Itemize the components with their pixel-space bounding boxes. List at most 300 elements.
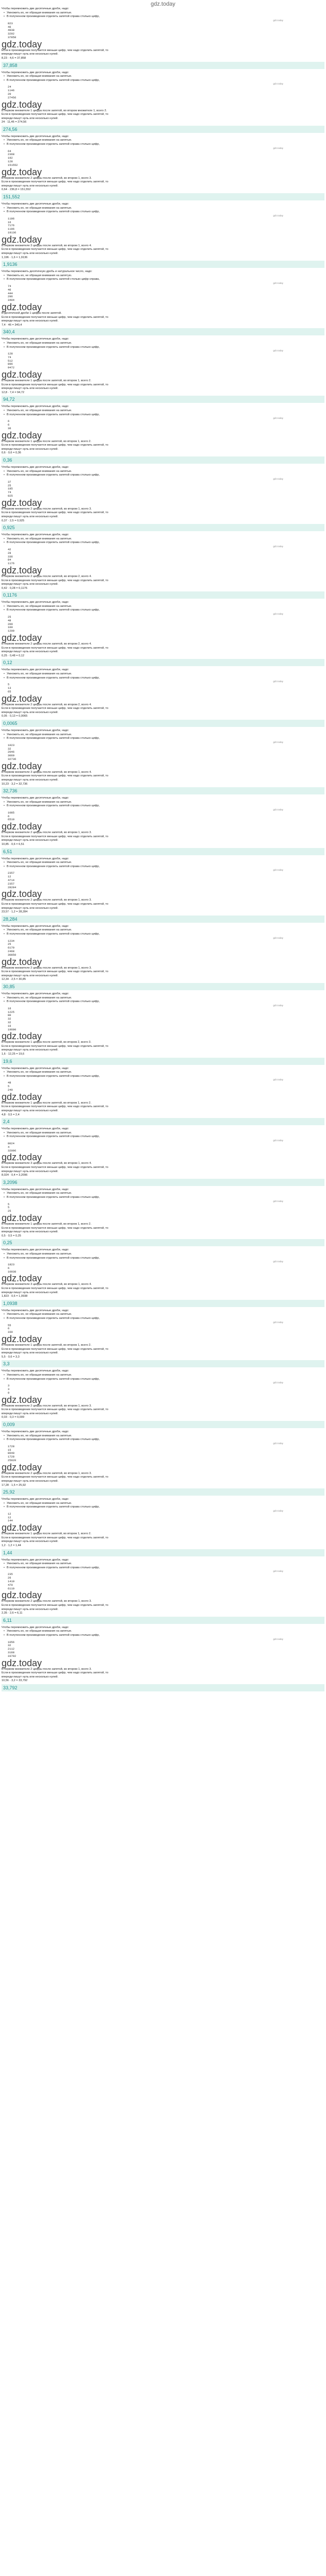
rule-bullet: • В полученном произведении отделить запятой справа столько цифр, (2, 1317, 324, 1321)
calc-line: 19136 (8, 231, 17, 234)
equation: 17,28 · 1,5 = 25,92 (2, 1483, 26, 1487)
solution-section (0, 466, 326, 531)
rule-intro: Чтобы перемножить две десятичные дроби, надо: (2, 1430, 69, 1433)
rule-bullet: • Умножить их, не обращая внимания на запятые. (2, 409, 324, 413)
calc-line: 25 (8, 943, 11, 946)
rule-intro: Чтобы перемножить две десятичные дроби, надо: (2, 1066, 69, 1070)
watermark-small: gdz.today (273, 1199, 283, 1202)
watermark: gdz.today (2, 1091, 42, 1102)
calc-line: 32096 (8, 1149, 17, 1153)
answer-box: 1,0938 (2, 1300, 324, 1307)
calc-line: 80 (8, 1014, 11, 1018)
calc-line: 1225 (8, 1010, 14, 1014)
solution-section (0, 533, 326, 599)
explanation-line: В первом множителе 1 цифра после запятой, во втором 1, всего 2. (2, 1344, 91, 1347)
calc-line: 32 (8, 747, 11, 751)
explanation-line: впереди пишут нуль или несколько нулей. (2, 1675, 58, 1679)
calc-line: 1200 (8, 630, 14, 633)
calc-line: 925 (8, 494, 13, 498)
explanation-line: Если в произведении получается меньше цифр, чем надо отделить запятой, то (2, 248, 108, 251)
watermark-small: gdz.today (273, 146, 283, 149)
solution-section (0, 1248, 326, 1307)
answer-box: 94,72 (2, 396, 324, 403)
explanation-line: В первом множителе 1 цифра после запятой, во втором 1, всего 2. (2, 1101, 91, 1105)
watermark-small: gdz.today (273, 417, 283, 420)
calc-line: 1823 (8, 1263, 14, 1267)
watermark: gdz.today (2, 301, 42, 312)
watermark-small: gdz.today (273, 19, 283, 22)
calc-line: 470 (8, 1583, 13, 1587)
explanation-line: В первом множителе 2 цифры после запятой, во втором 2, всего 4. (2, 574, 92, 578)
explanation-line: Если в произведении получается меньше цифр, чем надо отделить запятой, то (2, 1105, 108, 1109)
calc-line: 1728 (8, 1455, 14, 1459)
solution-section (0, 1188, 326, 1247)
calc-line: 192 (8, 157, 13, 160)
watermark-small: gdz.today (273, 1442, 283, 1445)
rule-intro: Чтобы перемножить две десятичные дроби, надо: (2, 7, 69, 10)
watermark-small: gdz.today (273, 613, 283, 616)
rule-intro: Чтобы перемножить две десятичные дроби, надо: (2, 405, 69, 409)
equation: 1,196 · 1,6 = 1,9136 (2, 256, 28, 259)
answer-box: 32,736 (2, 787, 324, 794)
calc-line: 19600 (8, 1028, 17, 1031)
explanation-line: впереди пишут нуль или несколько нулей. (2, 650, 58, 654)
solution-section (0, 337, 326, 403)
rule-bullet: • В полученном произведении отделить запятой справа столько цифр, (2, 804, 324, 808)
explanation-line: В первом множителе 2 цифры после запятой, во втором 2, всего 4. (2, 703, 92, 706)
rule-bullet: • Умножить их, не обращая внимания на запятые. (2, 11, 324, 15)
rule-intro: Чтобы перемножить две десятичные дроби, надо: (2, 1127, 69, 1131)
explanation-line: В первом множителе 1 цифра после запятой, во втором множителе 1, всего 2. (2, 109, 107, 112)
watermark: gdz.today (2, 1657, 42, 1668)
calc-line: 4938 (8, 29, 14, 32)
equation: 5,5 · 0,6 = 3,3 (2, 1355, 20, 1359)
rule-intro: Чтобы перемножить две десятичные дроби, надо: (2, 668, 69, 672)
explanation-line: В первом множителе 1 цифра после запятой, во втором 1, всего 2. (2, 439, 91, 443)
explanation-line: впереди пишут нуль или несколько нулей. (2, 1479, 58, 1483)
explanation-line: Если в произведении получается меньше цифр, чем надо отделить запятой, то (2, 315, 108, 319)
watermark-top: gdz.today (151, 1, 175, 7)
solution-section (0, 71, 326, 133)
explanation-line: впереди пишут нуль или несколько нулей. (2, 906, 58, 910)
rule-bullet: • В полученном произведении отделить запятой справа столько цифр, (2, 15, 324, 19)
calc-line: 13 (8, 687, 11, 690)
explanation-line: Если в произведении получается меньше цифр, чем надо отделить запятой, то (2, 511, 108, 515)
watermark-small: gdz.today (273, 1509, 283, 1512)
answer-box: 30,85 (2, 983, 324, 990)
rule-intro: Чтобы перемножить две десятичные дроби, надо: (2, 337, 69, 341)
rule-bullet: • Умножить их, не обращая внимания на запятые. (2, 605, 324, 609)
rule-intro: Чтобы перемножить две десятичные дроби, надо: (2, 533, 69, 537)
rule-intro: Чтобы перемножить две десятичные дроби, надо: (2, 992, 69, 995)
explanation-line: впереди пишут нуль или несколько нулей. (2, 53, 58, 56)
explanation-line: В первом множителе 2 цифры после запятой, во втором 1, всего 3. (2, 176, 92, 180)
equation: 0,5 · 0,5 = 0,25 (2, 1234, 21, 1238)
calc-line: 3404 (8, 299, 14, 302)
answer-box: 3,3 (2, 1360, 324, 1367)
watermark: gdz.today (2, 1031, 42, 1042)
equation: 8,024 · 0,4 = 3,2096 (2, 1174, 28, 1177)
calc-line: 3292 (8, 32, 14, 36)
solution-section (0, 1067, 326, 1126)
calc-line: 444 (8, 292, 13, 295)
equation: 12,34 · 2,5 = 30,85 (2, 978, 26, 981)
calc-line: 2368 (8, 153, 14, 157)
calc-line: 46 (8, 25, 11, 29)
calc-line: 6 (8, 1266, 10, 1270)
watermark-small: gdz.today (273, 808, 283, 811)
calc-line: 10938 (8, 1270, 17, 1274)
calc-line: 100 (8, 626, 13, 630)
explanation-line: Если в произведении получается меньше цифр, чем надо отделить запятой, то (2, 1226, 108, 1230)
answer-box: 37,858 (2, 62, 324, 69)
equation: 1,6 · 12,25 = 19,6 (2, 1053, 25, 1056)
explanation-line: впереди пишут нуль или несколько нулей. (2, 1230, 58, 1234)
calc-line: 1728 (8, 1445, 14, 1448)
explanation-line: впереди пишут нуль или несколько нулей. (2, 515, 58, 518)
equation: 1,2 · 1,2 = 1,44 (2, 1544, 21, 1548)
calc-line: 185 (8, 487, 13, 491)
calc-line: 7176 (8, 224, 14, 228)
watermark: gdz.today (2, 430, 42, 440)
rule-bullet: • В полученном произведении отделить запятой справа столько цифр, (2, 1196, 324, 1200)
rule-intro: Чтобы перемножить две десятичные дроби, надо: (2, 71, 69, 74)
rule-bullet: • В полученном произведении отделить запятой справа столько цифр, (2, 413, 324, 417)
explanation-line: впереди пишут нуль или несколько нулей. (2, 1170, 58, 1173)
rule-intro: Чтобы перемножить две десятичные дроби, надо: (2, 1309, 69, 1312)
explanation-line: Если в произведении получается меньше цифр, чем надо отделить запятой, то (2, 444, 108, 447)
explanation-line: Если в произведении получается меньше цифр, чем надо отделить запятой, то (2, 1287, 108, 1291)
solution-section (0, 7, 326, 69)
watermark-small: gdz.today (273, 869, 283, 872)
answer-box: 1,9136 (2, 261, 324, 268)
explanation-line: Если в произведении получается меньше цифр, чем надо отделить запятой, то (2, 180, 108, 184)
watermark: gdz.today (2, 1394, 42, 1405)
equation: 12,8 · 7,4 = 94,72 (2, 391, 25, 394)
solution-section (0, 1498, 326, 1556)
rule-intro: Чтобы перемножить две десятичные дроби, надо: (2, 1188, 69, 1191)
calc-line: 28284 (8, 886, 17, 889)
rule-bullet: • В полученном произведении отделить запятой справа столько цифр, (2, 1438, 324, 1442)
watermark: gdz.today (2, 821, 42, 832)
calc-line: 1410 (8, 1580, 14, 1584)
watermark-small: gdz.today (273, 349, 283, 352)
equation: 2,35 · 2,6 = 6,11 (2, 1612, 23, 1615)
rule-bullet: • Умножить их, не обращая внимания на запятые. (2, 801, 324, 805)
calc-line: 25 (8, 484, 11, 487)
rule-intro: Чтобы перемножить две десятичные дроби, надо: (2, 134, 69, 138)
calc-line: 200 (8, 622, 13, 626)
watermark-small: gdz.today (273, 477, 283, 480)
calc-line: 6110 (8, 1587, 14, 1590)
explanation-line: Если в произведении получается меньше цифр, чем надо отделить запятой, то (2, 707, 108, 710)
calc-line: 30850 (8, 953, 17, 957)
calc-line: 5 (8, 1085, 10, 1089)
calc-line: 512 (8, 359, 13, 363)
rule-intro: Чтобы перемножить две десятичные дроби, надо: (2, 1369, 69, 1373)
calc-line: 32736 (8, 757, 17, 761)
explanation-line: впереди пишут нуль или несколько нулей. (2, 116, 58, 120)
calc-line: 74 (8, 355, 11, 359)
calc-line: 5 (8, 683, 10, 687)
rule-intro: Чтобы перемножить две десятичные дроби, надо: (2, 202, 69, 206)
rule-intro: Чтобы перемножить две десятичные дроби, надо: (2, 1248, 69, 1252)
solutions-list (0, 7, 326, 1691)
calc-line: 16 (8, 221, 11, 224)
watermark-small: gdz.today (273, 1637, 283, 1640)
answer-box: 0,36 (2, 456, 324, 464)
answer-box: 1,44 (2, 1549, 324, 1556)
calc-line: 235 (8, 1573, 13, 1577)
explanation-line: впереди пишут нуль или несколько нулей. (2, 583, 58, 586)
explanation-line: Если в произведении получается меньше цифр, чем надо отделить запятой, то (2, 48, 108, 52)
rule-intro: Чтобы перемножить две десятичные дроби, надо: (2, 466, 69, 469)
calc-line: 25 (8, 616, 11, 619)
calc-line: 5 (8, 1202, 10, 1206)
calc-line: 16 (8, 1024, 11, 1028)
solution-section (0, 270, 326, 335)
equation: 10,85 · 0,6 = 6,51 (2, 843, 25, 846)
calc-line: 1023 (8, 743, 14, 747)
equation: 0,03 · 0,3 = 0,009 (2, 1416, 25, 1419)
solution-section (0, 729, 326, 794)
equation: 4,8 · 0,5 = 2,4 (2, 1113, 20, 1116)
watermark: gdz.today (2, 693, 42, 704)
rule-bullet: • В полученном произведении отделить запятой справа столько цифр, (2, 933, 324, 937)
watermark-small: gdz.today (273, 214, 283, 217)
explanation-line: Если в произведении получается меньше цифр, чем надо отделить запятой, то (2, 113, 108, 116)
calc-line: 26 (8, 1577, 11, 1580)
rule-bullet: • В полученном произведении отделить запятой справа столько цифр, (2, 1135, 324, 1139)
explanation-line: впереди пишут нуль или несколько нулей. (2, 1048, 58, 1052)
calc-line: 6 (8, 815, 10, 818)
calc-line: 6510 (8, 818, 14, 822)
calc-line: 6170 (8, 946, 14, 950)
rule-bullet: • Умножить их, не обращая внимания на запятые. (2, 1562, 324, 1566)
watermark-small: gdz.today (273, 1078, 283, 1081)
calc-line: 20 (8, 92, 11, 96)
rule-bullet: • Умножить их, не обращая внимания на запятые. (2, 75, 324, 79)
solution-section (0, 202, 326, 268)
calc-line: 2112 (8, 1648, 14, 1651)
explanation-line: В первом множителе 1 цифра после запятой, во втором 1, всего 2. (2, 1532, 91, 1536)
watermark-small: gdz.today (273, 740, 283, 743)
equation: 0,37 · 2,5 = 0,925 (2, 519, 25, 522)
equation: 24 · 11,46 = 274,56 (2, 121, 27, 124)
rule-intro: Чтобы перемножить две десятичные дроби, надо: (2, 924, 69, 928)
calc-line: 74 (8, 284, 11, 288)
solution-section (0, 601, 326, 666)
calc-line: 2357 (8, 872, 14, 875)
solution-section (0, 1369, 326, 1428)
explanation-line: впереди пишут нуль или несколько нулей. (2, 1607, 58, 1611)
rule-bullet: • В полученном произведении отделить запятой справа столько цифр, (2, 346, 324, 350)
watermark: gdz.today (2, 565, 42, 575)
calc-line: 4 (8, 1145, 10, 1149)
calc-line: 128 (8, 352, 13, 356)
solution-section (0, 1626, 326, 1691)
calc-line: 32 (8, 1644, 11, 1648)
calc-line: 15 (8, 1448, 11, 1452)
calc-line: 5 (8, 1206, 10, 1210)
solution-section (0, 925, 326, 990)
solution-section (0, 857, 326, 923)
calc-line: 16 (8, 1007, 11, 1010)
rule-bullet: • Умножить их, не обращая внимания на запятые. (2, 139, 324, 143)
explanation-line: впереди пишут нуль или несколько нулей. (2, 974, 58, 977)
calc-line: 36 (8, 427, 11, 430)
explanation-line: В первом множителе 1 цифра после запятой, во втором 1, всего 2. (2, 1222, 91, 1226)
answer-box: 0,925 (2, 524, 324, 531)
rule-bullet: • В полученном произведении отделить запятой справа столько цифр, (2, 608, 324, 613)
answer-box: 6,11 (2, 1617, 324, 1624)
equation: 0,64 · 236,8 = 151,552 (2, 188, 31, 192)
calc-line: 6 (8, 420, 10, 423)
equation: 0,6 · 0,6 = 0,36 (2, 451, 21, 455)
rule-bullet: • В полученном произведении отделить запятой справа столько цифр, (2, 473, 324, 478)
rule-bullet: • Умножить их, не обращая внимания на запятые. (2, 1071, 324, 1075)
answer-box: 19,6 (2, 1058, 324, 1065)
explanation-line: В первом множителе 3 цифры после запятой, во втором 1, всего 4. (2, 244, 92, 247)
explanation-line: В первом множителе 2 цифры после запятой, во втором 1, всего 3. (2, 1404, 92, 1408)
calc-line: 336 (8, 555, 13, 558)
rule-bullet: • Умножить их, не обращая внимания на запятую. (2, 274, 324, 278)
explanation-line: впереди пишут нуль или несколько нулей. (2, 1291, 58, 1294)
watermark: gdz.today (2, 497, 42, 508)
answer-box: 2,4 (2, 1118, 324, 1125)
watermark: gdz.today (2, 1212, 42, 1223)
rule-bullet: • В полученном произведении отделить запятой справа столько цифр, (2, 1566, 324, 1570)
calc-line: 1234 (8, 939, 14, 943)
explanation-line: В первом множителе 3 цифры после запятой, во втором 1, всего 4. (2, 1162, 92, 1165)
calc-line: 48 (8, 1081, 11, 1085)
watermark: gdz.today (2, 99, 42, 110)
explanation-line: впереди пишут нуль или несколько нулей. (2, 319, 58, 323)
rule-bullet: • В полученном произведении отделить запятой справа столько цифр, (2, 1634, 324, 1638)
explanation-line: Если в произведении получается меньше цифр, чем надо отделить запятой, то (2, 970, 108, 974)
equation: 23,57 · 1,2 = 28,284 (2, 910, 28, 914)
calc-line: 48 (8, 619, 11, 622)
rule-intro: Чтобы перемножить две десятичные дроби, надо: (2, 1498, 69, 1501)
explanation-line: Если в произведении получается меньше цифр, чем надо отделить запятой, то (2, 646, 108, 650)
rule-bullet: • В полученном произведении отделить запятой столько цифр справа, (2, 278, 324, 282)
answer-box: 33,792 (2, 1684, 324, 1691)
equation: 7,4 · 46 = 340,4 (2, 323, 22, 327)
calc-line: 9 (8, 1391, 10, 1395)
calc-line: 6 (8, 423, 10, 427)
explanation-line: Если в произведении получается меньше цифр, чем надо отделить запятой, то (2, 1604, 108, 1607)
watermark-small: gdz.today (273, 82, 283, 86)
calc-line: 1176 (8, 562, 14, 566)
rule-bullet: • Умножить их, не обращая внимания на запятые. (2, 470, 324, 474)
rule-bullet: • Умножить их, не обращая внимания на запятые. (2, 1434, 324, 1438)
watermark: gdz.today (2, 1462, 42, 1472)
rule-bullet: • Умножить их, не обращая внимания на запятые. (2, 1131, 324, 1136)
explanation-line: Если в произведении получается меньше цифр, чем надо отделить запятой, то (2, 1476, 108, 1479)
rule-bullet: • В полученном произведении отделить запятой справа столько цифр, (2, 1000, 324, 1004)
explanation-line: впереди пишут нуль или несколько нулей. (2, 184, 58, 188)
explanation-line: В десятичной дроби 1 цифра после запятой. (2, 311, 62, 315)
watermark: gdz.today (2, 234, 42, 245)
explanation-line: В первом множителе 2 цифры после запятой, во втором 1, всего 3. (2, 966, 92, 970)
explanation-line: В первом множителе 2 цифры после запятой, во втором 1, всего 3. (2, 831, 92, 835)
calc-line: 33792 (8, 1654, 17, 1658)
explanation-line: Если в произведении получается меньше цифр, чем надо отделить запятой, то (2, 579, 108, 582)
equation: 0,42 · 0,28 = 0,1176 (2, 586, 27, 590)
calc-line: 1056 (8, 1640, 14, 1644)
rule-intro: Чтобы перемножить десятичную дробь и натуральное число, надо: (2, 270, 92, 274)
rule-bullet: • В полученном произведении отделить запятой справа столько цифр, (2, 1378, 324, 1382)
explanation-line: В первом множителе 2 цифры после запятой, во втором 1, всего 3. (2, 1667, 92, 1671)
watermark: gdz.today (2, 1334, 42, 1345)
calc-line: 240 (8, 1089, 13, 1092)
equation: 0,05 · 0,13 = 0,0065 (2, 715, 28, 718)
watermark: gdz.today (2, 1273, 42, 1284)
calc-line: 37858 (8, 36, 17, 39)
calc-line: 1085 (8, 811, 14, 815)
explanation-line: В первом множителе 2 цифры после запятой, во втором 1, всего 3. (2, 1471, 92, 1475)
calc-line: 25920 (8, 1459, 17, 1462)
explanation-line: впереди пишут нуль или несколько нулей. (2, 1412, 58, 1415)
answer-box: 0,12 (2, 659, 324, 666)
calc-line: 37 (8, 480, 11, 484)
calc-line: 27456 (8, 96, 17, 99)
answer-box: 0,0065 (2, 720, 324, 727)
rule-bullet: • Умножить их, не обращая внимания на запятые. (2, 733, 324, 737)
watermark-small: gdz.today (273, 1381, 283, 1384)
watermark-small: gdz.today (273, 281, 283, 284)
explanation-line: Если в произведении получается меньше цифр, чем надо отделить запятой, то (2, 1536, 108, 1539)
explanation-line: Если в произведении получается меньше цифр, чем надо отделить запятой, то (2, 1408, 108, 1412)
calc-line: 4714 (8, 879, 14, 883)
watermark-small: gdz.today (273, 1260, 283, 1263)
equation: 10,56 · 3,2 = 33,792 (2, 1679, 28, 1683)
answer-box: 6,51 (2, 848, 324, 855)
calc-line: 65 (8, 690, 11, 693)
calc-line: 823 (8, 22, 13, 25)
calc-line: 12 (8, 875, 11, 879)
watermark: gdz.today (2, 369, 42, 380)
explanation-line: В первом множителе 2 цифры после запятой, во втором 1, всего 3. (2, 507, 92, 511)
calc-line: 12 (8, 1512, 11, 1516)
calc-line: 3 (8, 1384, 10, 1388)
rule-intro: Чтобы перемножить две десятичные дроби, надо: (2, 728, 69, 732)
calc-line: 3168 (8, 1651, 14, 1654)
calc-line: 1146 (8, 89, 14, 93)
calc-line: 2468 (8, 950, 14, 953)
rule-bullet: • В полученном произведении отделить запятой справа столько цифр, (2, 1257, 324, 1261)
rule-bullet: • Умножить их, не обращая внимания на запятые. (2, 1630, 324, 1634)
explanation-line: В первом множителе 2 цифры после запятой, во втором 2, всего 4. (2, 642, 92, 646)
rule-intro: Чтобы перемножить две десятичные дроби, надо: (2, 1558, 69, 1562)
explanation-line: впереди пишут нуль или несколько нулей. (2, 1109, 58, 1113)
rule-bullet: • Умножить их, не обращая внимания на запятые. (2, 537, 324, 541)
answer-box: 25,92 (2, 1488, 324, 1496)
watermark: gdz.today (2, 889, 42, 900)
explanation-line: Если в произведении получается меньше цифр, чем надо отделить запятой, то (2, 774, 108, 778)
rule-intro: Чтобы перемножить две десятичные дроби, надо: (2, 857, 69, 860)
rule-bullet: • Умножить их, не обращая внимания на запятые. (2, 861, 324, 865)
calc-line: 46 (8, 288, 11, 292)
explanation-line: В первом множителе 3 цифры после запятой, во втором 1, всего 4. (2, 1283, 92, 1286)
watermark-small: gdz.today (273, 680, 283, 683)
equation: 0,25 · 0,48 = 0,12 (2, 654, 25, 657)
solution-section (0, 1309, 326, 1368)
explanation-line: Если в произведении получается меньше цифр, чем надо отделить запятой, то (2, 1347, 108, 1351)
explanation-line: Если в произведении получается меньше цифр, чем надо отделить запятой, то (2, 1165, 108, 1169)
rule-bullet: • В полученном произведении отделить запятой справа столько цифр, (2, 541, 324, 545)
calc-line: 32 (8, 1021, 11, 1024)
